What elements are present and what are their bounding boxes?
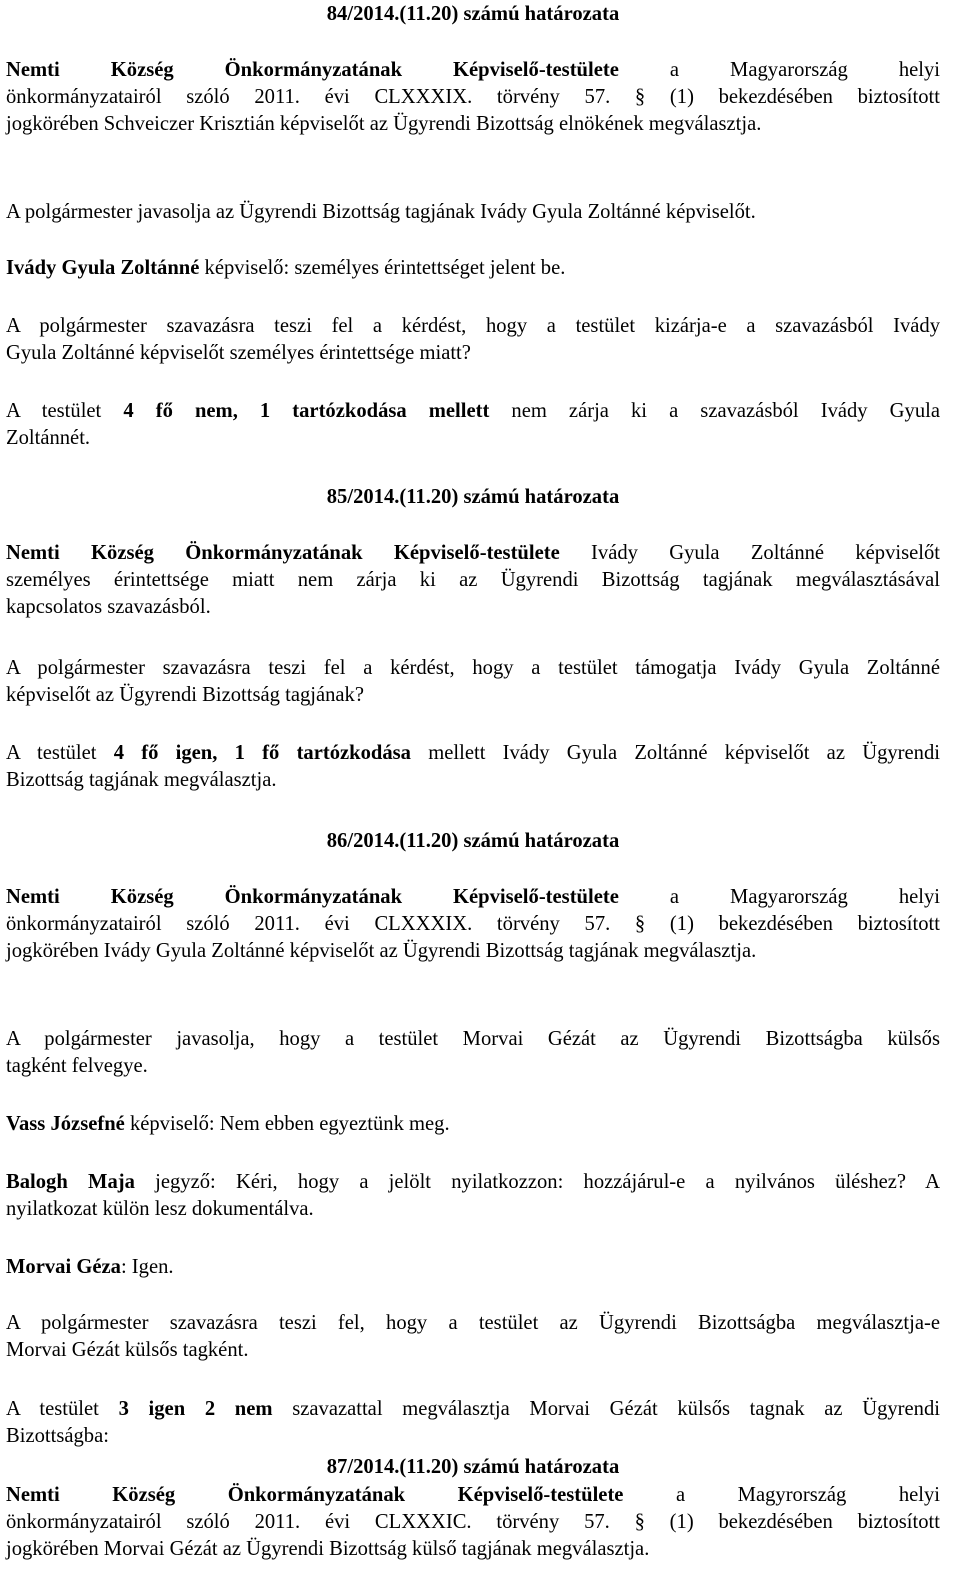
text-line: [6, 58, 940, 82]
text-line: [6, 1483, 940, 1507]
text-line: [6, 1338, 940, 1362]
text-line: [6, 1112, 940, 1136]
text-line: [6, 314, 940, 338]
text-line: [6, 939, 940, 963]
text-line: [6, 1170, 940, 1194]
text-run: képviselő: személyes érintettséget jelent be.: [199, 257, 566, 279]
resolution-heading: [6, 485, 940, 509]
text-line: [6, 541, 940, 565]
bold-run: 84/2014.(11.20) számú határozata: [326, 3, 620, 25]
bold-run: Nemti Község Önkormányzatának Képviselő-testülete: [6, 886, 619, 908]
text-run: jegyző: Kéri, hogy a jelölt nyilatkozzon: hozzájárul-e a nyilvános üléshez? A: [134, 1171, 940, 1193]
bold-run: 85/2014.(11.20) számú határozata: [326, 486, 620, 508]
text-run: Gyula Zoltánné képviselőt személyes érintettsége miatt?: [6, 342, 471, 364]
text-line: [6, 200, 940, 224]
text-line: [6, 656, 940, 680]
text-run: képviselőt az Ügyrendi Bizottság tagjának?: [6, 684, 364, 706]
text-run: önkormányzatairól szóló 2011. évi CLXXXIC. törvény 57. § (1) bekezdésében biztosított: [6, 1511, 940, 1533]
text-line: [6, 683, 940, 707]
text-run: személyes érintettsége miatt nem zárja ki az Ügyrendi Bizottság tagjának megválasztásával: [6, 569, 940, 591]
bold-run: Nemti Község Önkormányzatának Képviselő-testülete: [6, 1484, 624, 1506]
resolution-heading: [6, 2, 940, 26]
text-run: jogkörében Schveiczer Krisztián képviselőt az Ügyrendi Bizottság elnökének megválasztja.: [6, 113, 762, 135]
text-line: [6, 1255, 940, 1279]
text-run: a Magyarország helyi: [618, 886, 940, 908]
text-run: Ivády Gyula Zoltánné képviselőt: [559, 542, 940, 564]
text-run: A testület: [6, 400, 124, 422]
bold-run: 4 fő igen, 1 fő tartózkodása: [113, 742, 411, 764]
bold-run: 87/2014.(11.20) számú határozata: [326, 1456, 620, 1478]
text-run: A polgármester szavazásra teszi fel a kérdést, hogy a testület támogatja Ivády Gyula Zoltánné: [6, 657, 940, 679]
text-run: nyilatkozat külön lesz dokumentálva.: [6, 1198, 314, 1220]
text-run: szavazattal megválasztja Morvai Gézát külsős tagnak az Ügyrendi: [272, 1398, 940, 1420]
text-run: Morvai Gézát külsős tagként.: [6, 1339, 249, 1361]
text-run: jogkörében Ivády Gyula Zoltánné képviselőt az Ügyrendi Bizottság tagjának megválasztja.: [6, 940, 757, 962]
text-line: [6, 568, 940, 592]
text-run: Bizottságba:: [6, 1425, 109, 1447]
text-run: A polgármester szavazásra teszi fel, hogy a testület az Ügyrendi Bizottságba megválasztja-e: [6, 1312, 940, 1334]
text-run: önkormányzatairól szóló 2011. évi CLXXXIX. törvény 57. § (1) bekezdésében biztosított: [6, 913, 940, 935]
text-run: a Magyrország helyi: [623, 1484, 940, 1506]
text-line: [6, 1311, 940, 1335]
text-run: Zoltánnét.: [6, 427, 91, 449]
text-line: [6, 1537, 940, 1561]
text-run: kapcsolatos szavazásból.: [6, 596, 211, 618]
text-line: [6, 1027, 940, 1051]
bold-run: Ivády Gyula Zoltánné: [6, 257, 200, 279]
text-run: mellett Ivády Gyula Zoltánné képviselőt az Ügyrendi: [410, 742, 940, 764]
text-line: [6, 1397, 940, 1421]
text-run: A polgármester javasolja az Ügyrendi Bizottság tagjának Ivády Gyula Zoltánné képviselőt.: [6, 201, 756, 223]
text-run: nem zárja ki a szavazásból Ivády Gyula: [489, 400, 940, 422]
text-line: [6, 885, 940, 909]
text-run: A polgármester javasolja, hogy a testület Morvai Gézát az Ügyrendi Bizottságba külsős: [6, 1028, 940, 1050]
text-run: A polgármester szavazásra teszi fel a kérdést, hogy a testület kizárja-e a szavazásból Ivády: [6, 315, 940, 337]
text-run: A testület: [6, 1398, 119, 1420]
bold-run: Nemti Község Önkormányzatának Képviselő-testülete: [6, 542, 560, 564]
text-line: [6, 1510, 940, 1534]
text-line: [6, 1424, 940, 1448]
text-line: [6, 768, 940, 792]
bold-run: 4 fő nem, 1 tartózkodása mellett: [123, 400, 490, 422]
bold-run: 3 igen 2 nem: [118, 1398, 273, 1420]
bold-run: Balogh Maja: [6, 1171, 135, 1193]
text-line: [6, 426, 940, 450]
text-run: önkormányzatairól szóló 2011. évi CLXXXIX. törvény 57. § (1) bekezdésében biztosított: [6, 86, 940, 108]
text-line: [6, 112, 940, 136]
text-run: A testület: [6, 742, 114, 764]
text-run: jogkörében Morvai Gézát az Ügyrendi Bizottság külső tagjának megválasztja.: [6, 1538, 650, 1560]
text-line: [6, 595, 940, 619]
text-run: a Magyarország helyi: [618, 59, 940, 81]
text-run: : Igen.: [120, 1256, 174, 1278]
resolution-heading: [6, 829, 940, 853]
text-run: tagként felvegye.: [6, 1055, 148, 1077]
text-line: [6, 399, 940, 423]
text-line: [6, 341, 940, 365]
text-line: [6, 912, 940, 936]
text-line: [6, 85, 940, 109]
bold-run: Vass Józsefné: [6, 1113, 125, 1135]
bold-run: 86/2014.(11.20) számú határozata: [326, 830, 620, 852]
text-line: [6, 256, 940, 280]
text-run: képviselő: Nem ebben egyeztünk meg.: [124, 1113, 450, 1135]
bold-run: Nemti Község Önkormányzatának Képviselő-testülete: [6, 59, 619, 81]
text-line: [6, 1197, 940, 1221]
resolution-heading: [6, 1455, 940, 1479]
text-line: [6, 741, 940, 765]
bold-run: Morvai Géza: [6, 1256, 121, 1278]
text-line: [6, 1054, 940, 1078]
text-run: Bizottság tagjának megválasztja.: [6, 769, 277, 791]
